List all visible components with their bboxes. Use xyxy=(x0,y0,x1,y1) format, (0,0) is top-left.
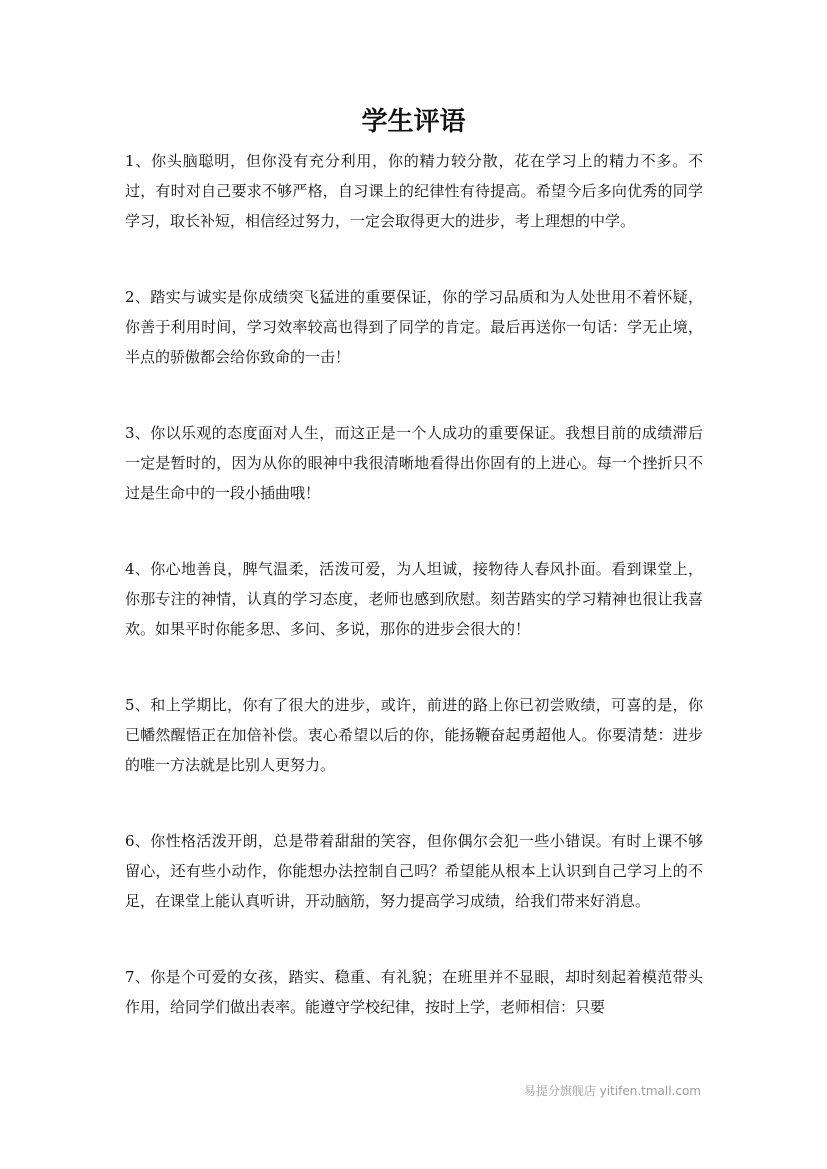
comment-1: 1、你头脑聪明，但你没有充分利用，你的精力较分散，花在学习上的精力不多。不过，有时对自己要求不够严格，自习课上的纪律性有待提高。希望今后多向优秀的同学学习，取长补短，相信经过努力，一定会取得更大的进步，考上理想的中学。 xyxy=(125,152,703,230)
comment-4: 4、你心地善良，脾气温柔，活泼可爱，为人坦诚，接物待人春风扑面。看到课堂上，你那专注的神情，认真的学习态度，老师也感到欣慰。刻苦踏实的学习精神也很让我喜欢。如果平时你能多思、多问、多说，那你的进步会很大的！ xyxy=(125,560,703,638)
comment-7: 7、你是个可爱的女孩，踏实、稳重、有礼貌；在班里并不显眼，却时刻起着模范带头作用，给同学们做出表率。能遵守学校纪律，按时上学，老师相信：只要 xyxy=(125,968,703,1016)
page-title: 学生评语 xyxy=(361,107,466,137)
footer-watermark: 易提分旗舰店 yitifen.tmall.com xyxy=(523,1084,701,1098)
comment-5: 5、和上学期比，你有了很大的进步，或许，前进的路上你已初尝败绩，可喜的是，你已幡然醒悟正在加倍补偿。衷心希望以后的你，能扬鞭奋起勇超他人。你要清楚：进步的唯一方法就是比别人更努力。 xyxy=(125,696,703,774)
comment-6: 6、你性格活泼开朗，总是带着甜甜的笑容，但你偶尔会犯一些小错误。有时上课不够留心，还有些小动作，你能想办法控制自己吗？希望能从根本上认识到自己学习上的不足，在课堂上能认真听讲，开动脑筋，努力提高学习成绩，给我们带来好消息。 xyxy=(125,832,703,910)
comment-2: 2、踏实与诚实是你成绩突飞猛进的重要保证，你的学习品质和为人处世用不着怀疑，你善于利用时间，学习效率较高也得到了同学的肯定。最后再送你一句话：学无止境，半点的骄傲都会给你致命的一击！ xyxy=(125,288,703,366)
comment-list xyxy=(125,146,703,1068)
comment-3: 3、你以乐观的态度面对人生，而这正是一个人成功的重要保证。我想目前的成绩滞后一定是暂时的，因为从你的眼神中我很清晰地看得出你固有的上进心。每一个挫折只不过是生命中的一段小插曲哦！ xyxy=(125,424,703,502)
